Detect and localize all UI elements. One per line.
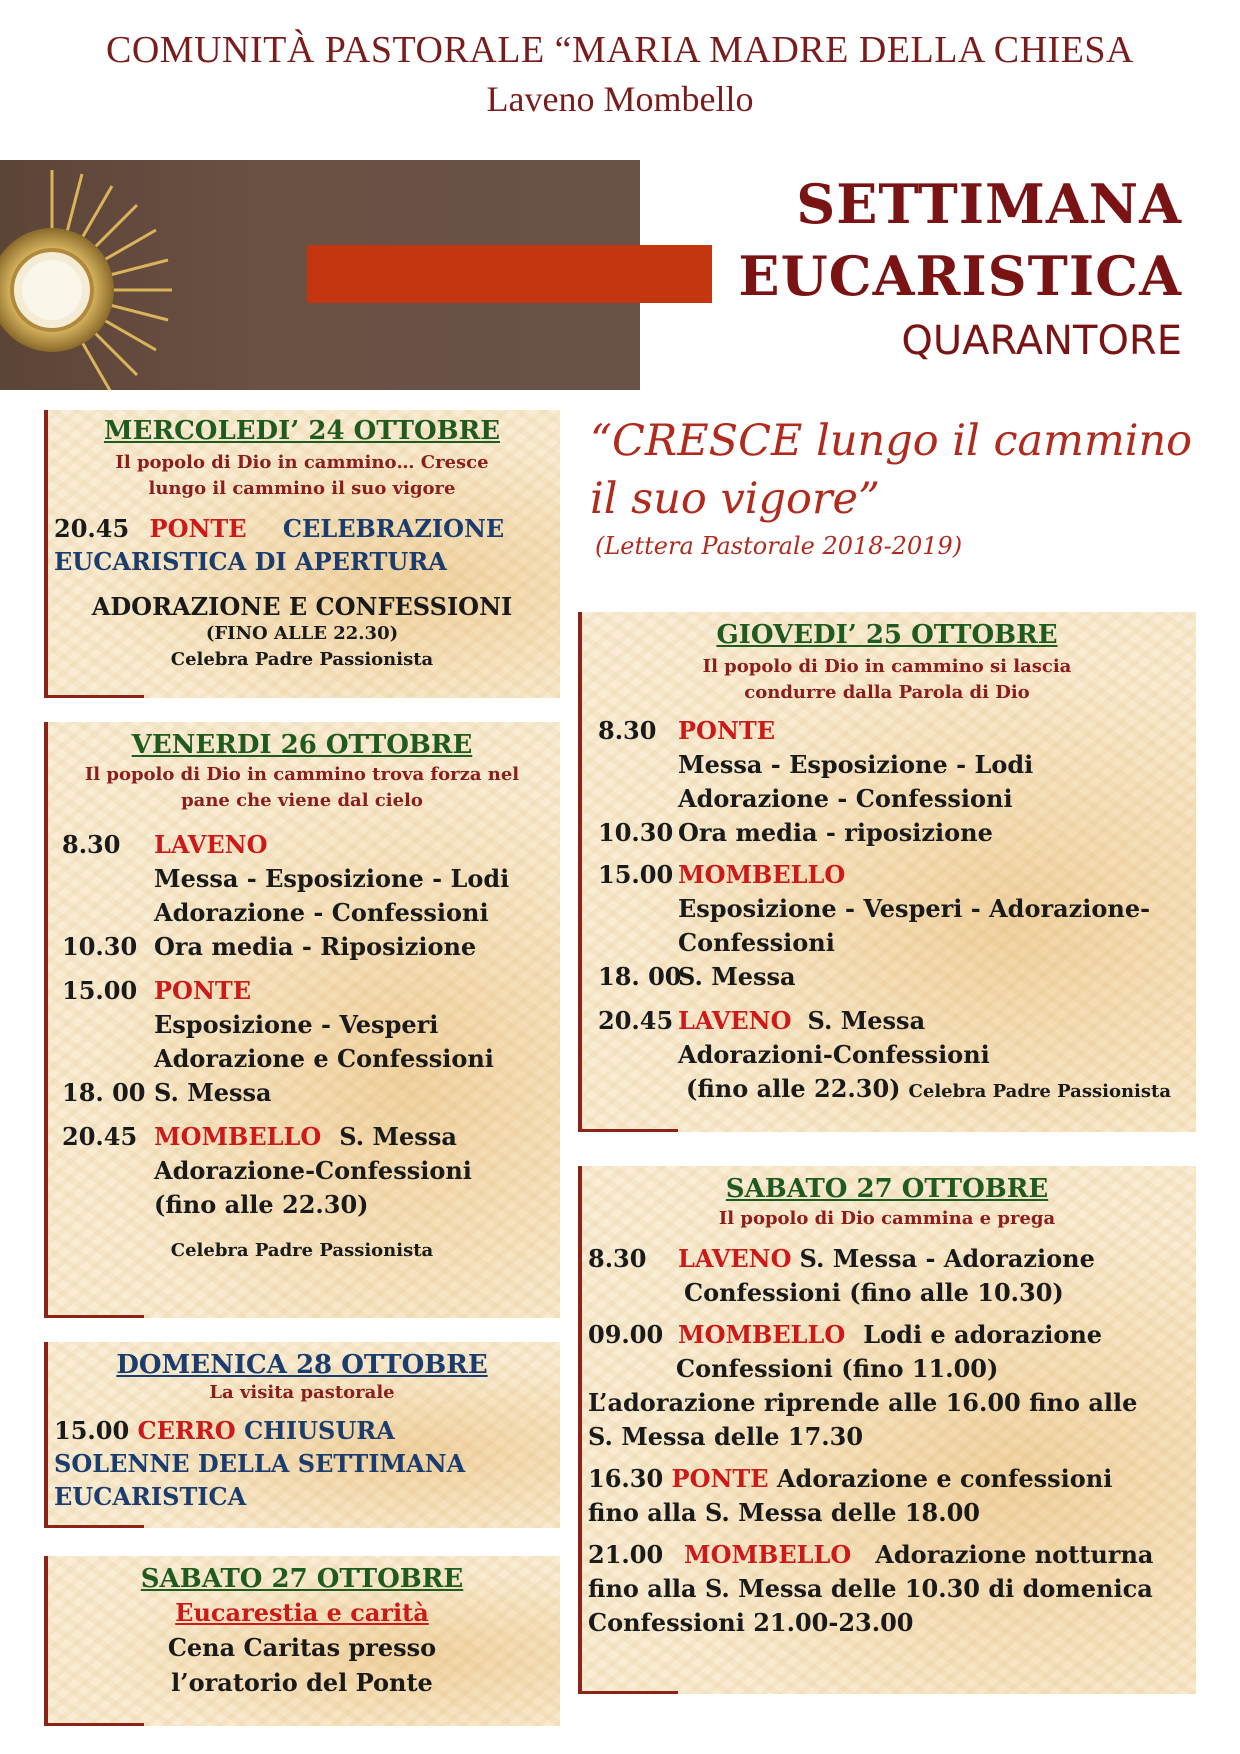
friday-box <box>44 722 560 1318</box>
schedule-item <box>62 974 560 1008</box>
time: 20.45 <box>62 1122 138 1151</box>
activity: Confessioni <box>678 928 835 957</box>
time: 18. 00 <box>598 962 682 991</box>
activity: Confessioni (fino 11.00) <box>676 1354 999 1383</box>
quote <box>590 412 1210 528</box>
place: MOMBELLO <box>678 1320 846 1349</box>
time: 16.30 <box>588 1464 664 1493</box>
activity: S. Messa <box>807 1006 926 1035</box>
event-place: PONTE <box>149 514 247 543</box>
day-title: VENERDI 26 OTTOBRE <box>131 730 473 760</box>
schedule-item <box>598 858 1196 892</box>
title-line-3: QUARANTORE <box>901 318 1182 364</box>
event-title-2: SOLENNE DELLA SETTIMANA <box>54 1449 466 1478</box>
schedule-item <box>598 1004 1196 1038</box>
day-subtitle-2: condurre dalla Parola di Dio <box>744 682 1030 703</box>
time: 20.45 <box>598 1006 674 1035</box>
schedule-list <box>598 714 1196 1109</box>
schedule-item <box>588 1538 1196 1572</box>
saturday-box <box>578 1166 1196 1694</box>
event-time: 15.00 <box>54 1416 130 1445</box>
schedule-item <box>588 1242 1196 1276</box>
activity: S. Messa <box>339 1122 457 1151</box>
place: PONTE <box>154 976 252 1005</box>
schedule-list <box>62 828 560 1222</box>
event-title: CELEBRAZIONE <box>282 514 505 543</box>
event-line-1: Cena Caritas presso <box>167 1633 437 1662</box>
activity: fino alla S. Messa delle 10.30 di domenica <box>588 1574 1153 1603</box>
place: LAVENO <box>678 1244 792 1273</box>
event-time: 20.45 <box>54 514 130 543</box>
time: 15.00 <box>62 976 138 1005</box>
schedule-list <box>588 1242 1196 1640</box>
activity: Messa - Esposizione - Lodi <box>154 864 510 893</box>
title-line-1: SETTIMANA <box>796 172 1182 236</box>
schedule-item <box>62 930 560 964</box>
activity: fino alla S. Messa delle 18.00 <box>588 1498 980 1527</box>
schedule-item <box>62 828 560 862</box>
day-title: SABATO 27 OTTOBRE <box>725 1174 1049 1204</box>
place: LAVENO <box>154 830 268 859</box>
activity: Lodi e adorazione <box>863 1320 1103 1349</box>
schedule-item <box>686 1072 1196 1109</box>
activity: S. Messa <box>678 962 796 991</box>
activity: Adorazione - Confessioni <box>678 784 1013 813</box>
day-subtitle-1: Il popolo di Dio in cammino… Cresce <box>115 452 489 473</box>
community-name: COMUNITÀ PASTORALE “MARIA MADRE DELLA CHIESA <box>106 29 1134 71</box>
place: LAVENO <box>678 1006 792 1035</box>
activity: Adorazione notturna <box>875 1540 1154 1569</box>
place: MOMBELLO <box>678 860 846 889</box>
day-title: GIOVEDI’ 25 OTTOBRE <box>716 620 1058 650</box>
activity: Ora media - Riposizione <box>154 932 477 961</box>
town-name: Laveno Mombello <box>486 79 754 119</box>
quote-line-1: “CRESCE lungo il cammino <box>590 416 1193 466</box>
saturday-caritas-box <box>44 1556 560 1726</box>
schedule-item <box>588 1318 1196 1352</box>
day-subtitle-1: Il popolo di Dio in cammino trova forza nel <box>84 764 520 785</box>
activity: Ora media - riposizione <box>678 818 993 847</box>
time: 09.00 <box>588 1320 664 1349</box>
activity: (fino alle 22.30) <box>154 1190 369 1219</box>
title-line-2: EUCARISTICA <box>738 244 1182 308</box>
day-title: MERCOLEDI’ 24 OTTOBRE <box>103 416 501 446</box>
event-line <box>54 514 560 543</box>
day-subtitle-2: lungo il cammino il suo vigore <box>148 478 456 499</box>
place: PONTE <box>678 716 776 745</box>
time: 18. 00 <box>62 1078 146 1107</box>
event-line <box>54 1416 560 1445</box>
thursday-box <box>578 612 1196 1132</box>
day-subtitle-2: pane che viene dal cielo <box>181 790 423 811</box>
event-title-2: EUCARISTICA DI APERTURA <box>54 547 447 576</box>
time: 8.30 <box>588 1244 647 1273</box>
accent-bar <box>307 245 712 303</box>
event-title: CHIUSURA <box>244 1416 395 1445</box>
time: 15.00 <box>598 860 674 889</box>
event-line-2: l’oratorio del Ponte <box>171 1668 433 1697</box>
time: 8.30 <box>62 830 121 859</box>
activity: S. Messa delle 17.30 <box>588 1422 864 1451</box>
quote-line-2: il suo vigore” <box>590 474 880 524</box>
monstrance-icon <box>0 160 200 390</box>
place: MOMBELLO <box>154 1122 322 1151</box>
activity: Messa - Esposizione - Lodi <box>678 750 1034 779</box>
time: 21.00 <box>588 1540 664 1569</box>
activity: Esposizione - Vesperi <box>154 1010 439 1039</box>
day-subtitle: Il popolo di Dio cammina e prega <box>718 1208 1056 1229</box>
schedule-item <box>588 1462 1196 1496</box>
activity: Esposizione - Vesperi - Adorazione- <box>678 894 1151 923</box>
day-title: SABATO 27 OTTOBRE <box>140 1564 464 1594</box>
quote-source: (Lettera Pastorale 2018-2019) <box>595 532 963 560</box>
sunday-box <box>44 1342 560 1528</box>
activity: (fino alle 22.30) <box>686 1074 901 1103</box>
schedule-item <box>598 714 1196 748</box>
event-place: CERRO <box>137 1416 236 1445</box>
activity: Adorazione e confessioni <box>776 1464 1113 1493</box>
schedule-item <box>598 816 1196 850</box>
time: 8.30 <box>598 716 657 745</box>
activity: Adorazioni-Confessioni <box>678 1040 990 1069</box>
time: 10.30 <box>598 818 674 847</box>
place: PONTE <box>671 1464 769 1493</box>
activity: S. Messa - Adorazione <box>799 1244 1095 1273</box>
place: MOMBELLO <box>684 1540 852 1569</box>
activity: S. Messa <box>154 1078 272 1107</box>
activity: Adorazione-Confessioni <box>154 1156 472 1185</box>
activity: Confessioni (fino alle 10.30) <box>684 1278 1064 1307</box>
celebrant-line: Celebra Padre Passionista <box>170 1240 434 1261</box>
activity: Adorazione - Confessioni <box>154 898 489 927</box>
day-subtitle-1: Il popolo di Dio in cammino si lascia <box>702 656 1072 677</box>
activity: Confessioni 21.00-23.00 <box>588 1608 914 1637</box>
day-subtitle: La visita pastorale <box>209 1382 395 1403</box>
event-subtitle: Eucarestia e carità <box>175 1598 429 1627</box>
day-title: DOMENICA 28 OTTOBRE <box>116 1350 488 1380</box>
until-line: (FINO ALLE 22.30) <box>205 623 399 644</box>
schedule-item <box>62 1076 560 1110</box>
activity: L’adorazione riprende alle 16.00 fino alle <box>588 1388 1138 1417</box>
celebrant-line: Celebra Padre Passionista <box>170 649 434 670</box>
schedule-item <box>62 1120 560 1154</box>
celebrant: Celebra Padre Passionista <box>908 1081 1171 1102</box>
schedule-item <box>598 960 1196 994</box>
time: 10.30 <box>62 932 138 961</box>
event-title-3: EUCARISTICA <box>54 1482 247 1511</box>
adoration-line: ADORAZIONE E CONFESSIONI <box>91 592 513 621</box>
wednesday-box <box>44 410 560 698</box>
activity: Adorazione e Confessioni <box>154 1044 494 1073</box>
